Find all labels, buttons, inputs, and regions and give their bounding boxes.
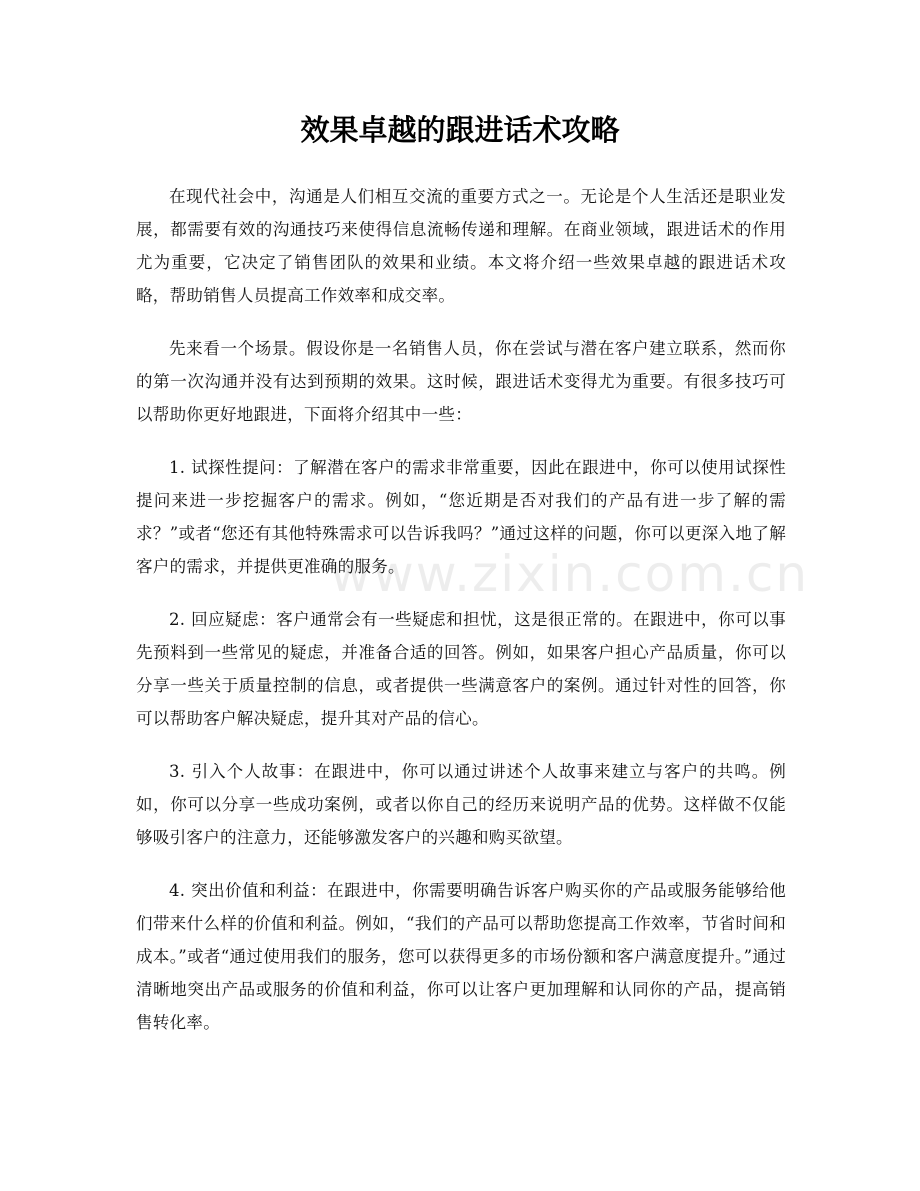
paragraph-scenario: 先来看一个场景。假设你是一名销售人员，你在尝试与潜在客户建立联系，然而你的第一次沟通并没有达到预期的效果。这时候，跟进话术变得尤为重要。有很多技巧可以帮助你更好地跟进，下面将介绍其中一些： [136,339,786,424]
paragraph-tip-4: 4. 突出价值和利益：在跟进中，你需要明确告诉客户购买你的产品或服务能够给他们带来什么样的价值和利益。例如，“我们的产品可以帮助您提高工作效率，节省时间和成本。”或者“通过使用我们的服务，您可以获得更多的市场份额和客户满意度提升。”通过清晰地突出产品或服务的价值和利益，你可以让客户更加理解和认同你的产品，提高销售转化率。 [136,881,786,1032]
document-body [136,180,786,1059]
document-title: 效果卓越的跟进话术攻略 [300,113,620,147]
paragraph-tip-2: 2. 回应疑虑：客户通常会有一些疑虑和担忧，这是很正常的。在跟进中，你可以事先预料到一些常见的疑虑，并准备合适的回答。例如，如果客户担心产品质量，你可以分享一些关于质量控制的信息，或者提供一些满意客户的案例。通过针对性的回答，你可以帮助客户解决疑虑，提升其对产品的信心。 [136,610,786,728]
paragraph-tip-1: 1. 试探性提问：了解潜在客户的需求非常重要，因此在跟进中，你可以使用试探性提问来进一步挖掘客户的需求。例如，“您近期是否对我们的产品有进一步了解的需求？”或者“您还有其他特殊需求可以告诉我吗？”通过这样的问题，你可以更深入地了解客户的需求，并提供更准确的服务。 [136,458,786,576]
paragraph-tip-3: 3. 引入个人故事：在跟进中，你可以通过讲述个人故事来建立与客户的共鸣。例如，你可以分享一些成功案例，或者以你自己的经历来说明产品的优势。这样做不仅能够吸引客户的注意力，还能够激发客户的兴趣和购买欲望。 [136,762,786,847]
paragraph-intro: 在现代社会中，沟通是人们相互交流的重要方式之一。无论是个人生活还是职业发展，都需要有效的沟通技巧来使得信息流畅传递和理解。在商业领域，跟进话术的作用尤为重要，它决定了销售团队的效果和业绩。本文将介绍一些效果卓越的跟进话术攻略，帮助销售人员提高工作效率和成交率。 [136,187,786,305]
watermark: www.zixin.com.cn [330,545,810,603]
